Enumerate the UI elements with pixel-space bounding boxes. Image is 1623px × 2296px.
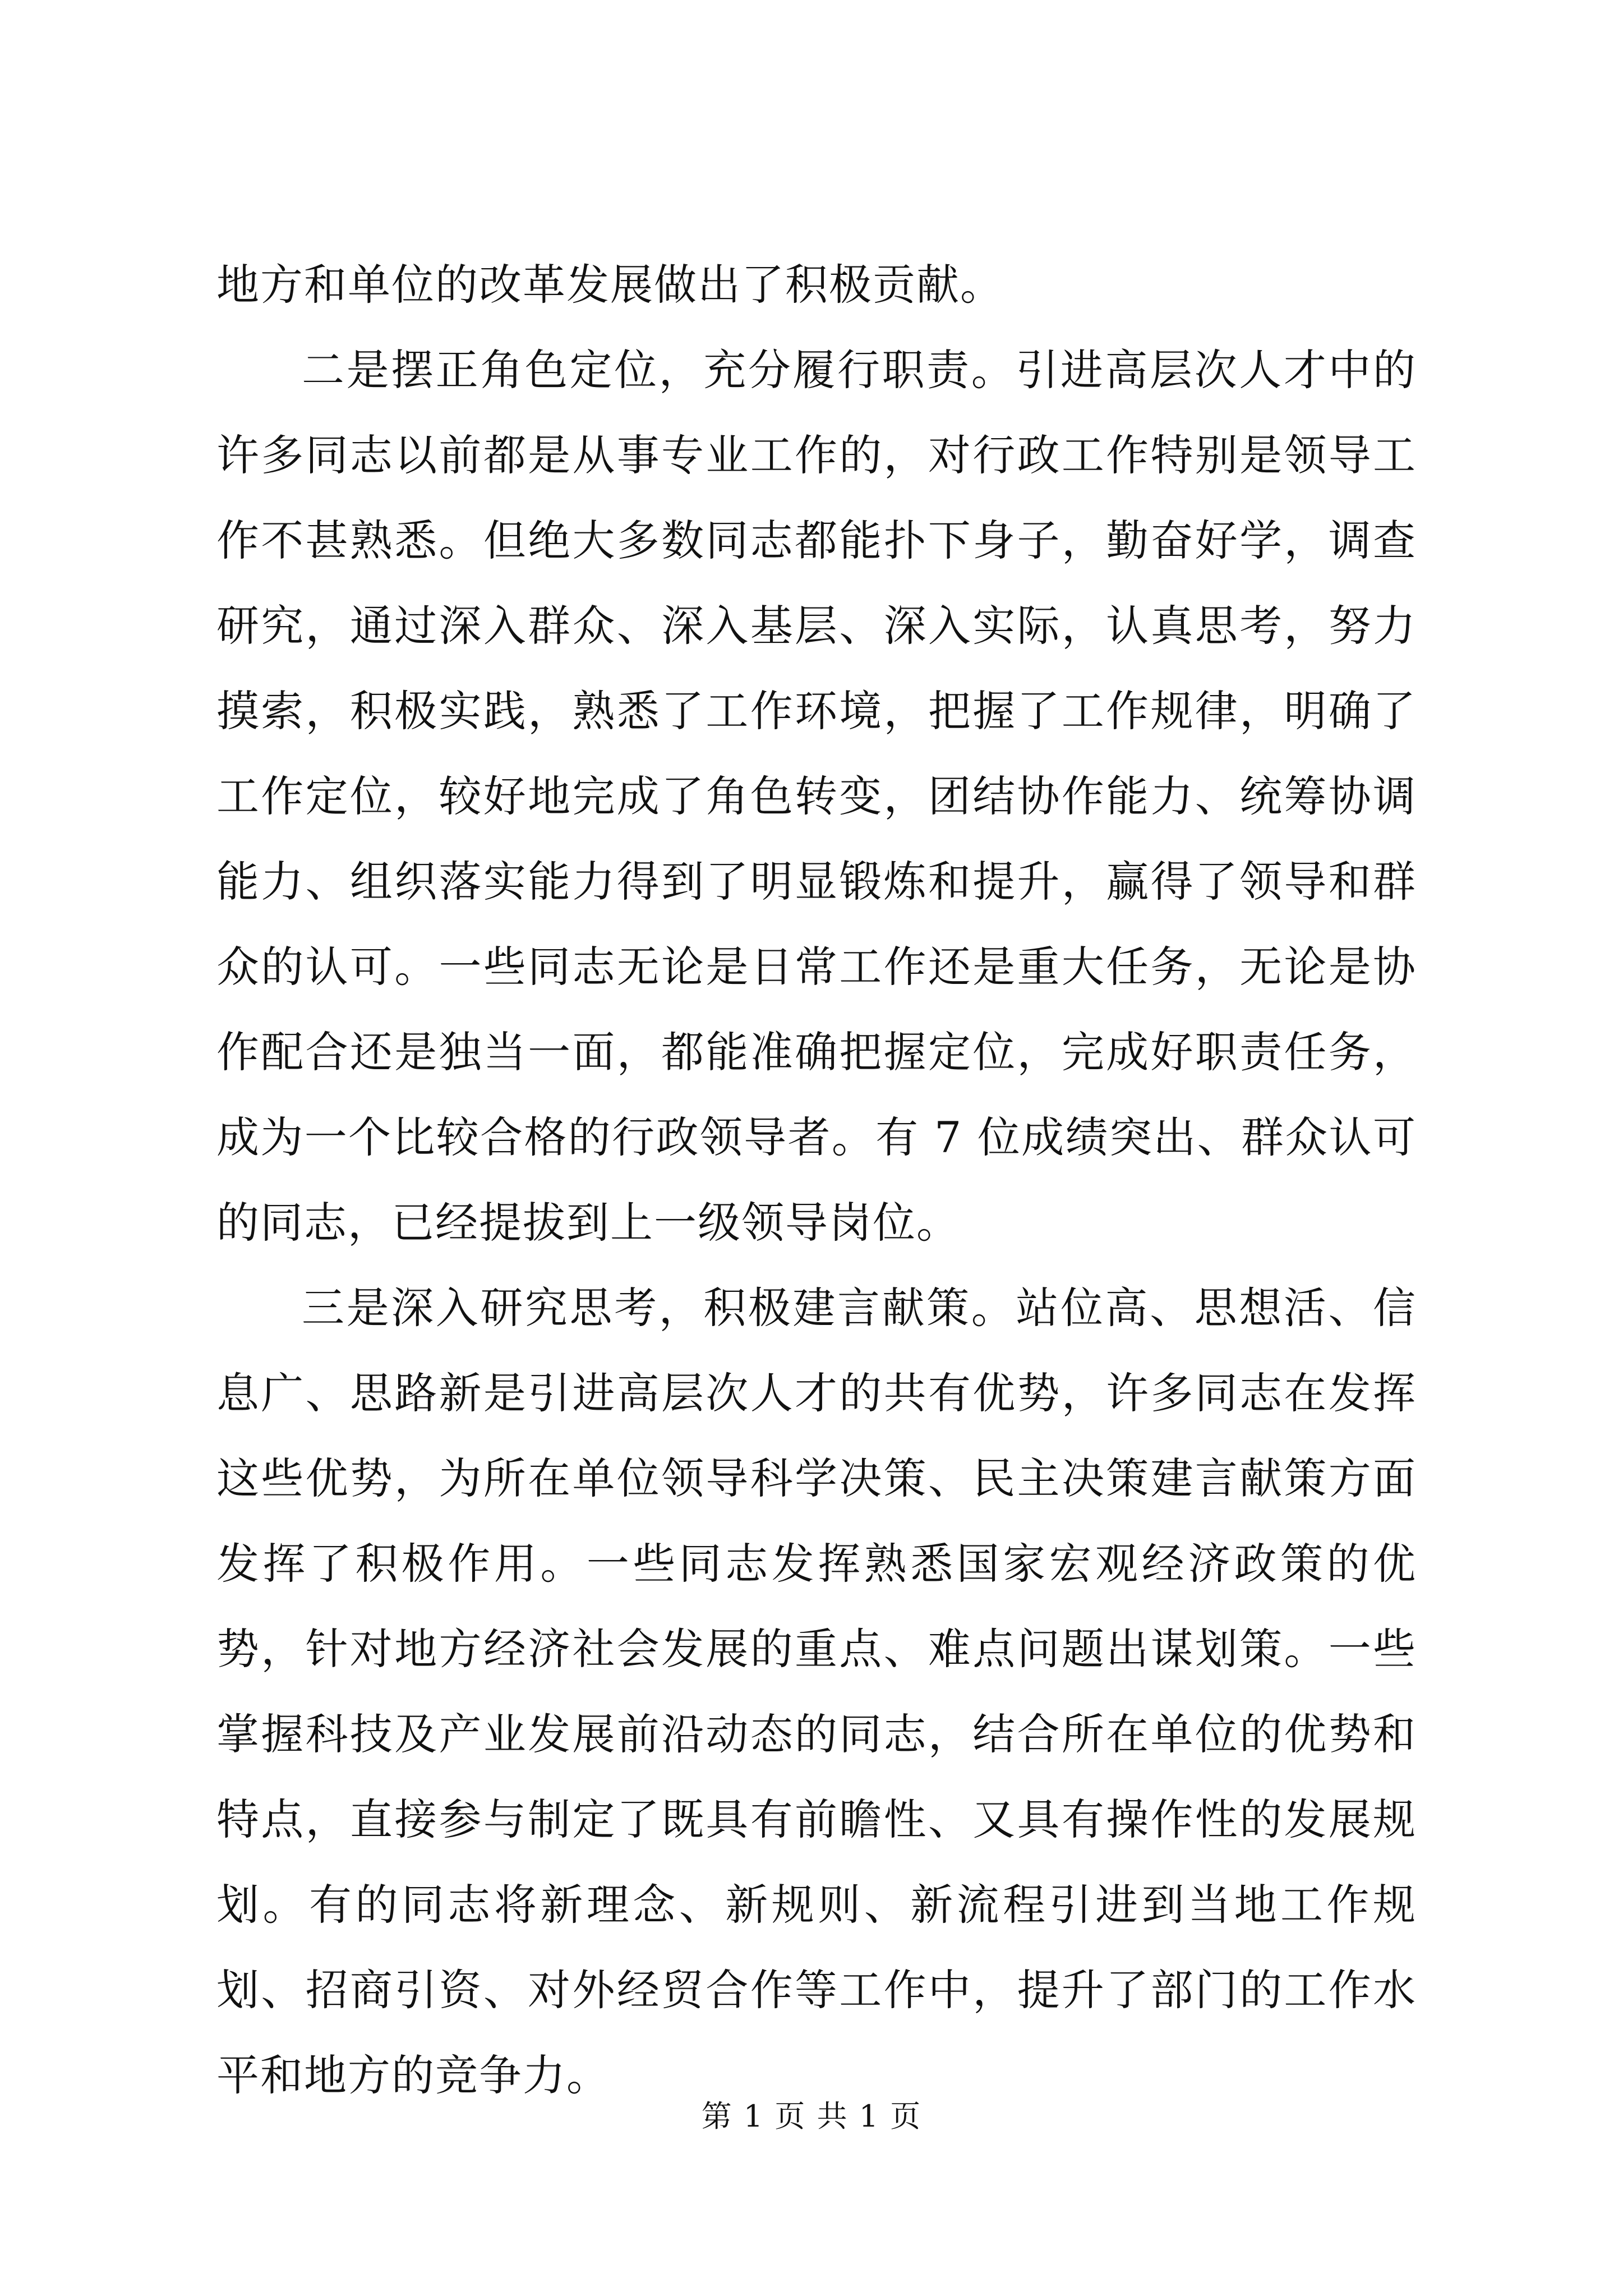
page-footer: 第 1 页 共 1 页 (701, 2099, 922, 2134)
document-body (216, 242, 1417, 2118)
paragraph-3: 三是深入研究思考，积极建言献策。站位高、思想活、信息广、思路新是引进高层次人才的共有优势，许多同志在发挥这些优势，为所在单位领导科学决策、民主决策建言献策方面发挥了积极作用。一些同志发挥熟悉国家宏观经济政策的优势，针对地方经济社会发展的重点、难点问题出谋划策。一些掌握科技及产业发展前沿动态的同志，结合所在单位的优势和特点，直接参与制定了既具有前瞻性、又具有操作性的发展规划。有的同志将新理念、新规则、新流程引进到当地工作规划、招商引资、对外经贸合作等工作中，提升了部门的工作水平和地方的竞争力。 (216, 1283, 1417, 2100)
paragraph-1: 地方和单位的改革发展做出了积极贡献。 (216, 260, 1004, 310)
paragraph-2: 二是摆正角色定位，充分履行职责。引进高层次人才中的许多同志以前都是从事专业工作的，对行政工作特别是领导工作不甚熟悉。但绝大多数同志都能扑下身子，勤奋好学，调查研究，通过深入群众、深入基层、深入实际，认真思考，努力摸索，积极实践，熟悉了工作环境，把握了工作规律，明确了工作定位，较好地完成了角色转变，团结协作能力、统筹协调能力、组织落实能力得到了明显锻炼和提升，赢得了领导和群众的认可。一些同志无论是日常工作还是重大任务，无论是协作配合还是独当一面，都能准确把握定位，完成好职责任务，成为一个比较合格的行政领导者。有 7 位成绩突出、群众认可的同志，已经提拔到上一级领导岗位。 (216, 345, 1417, 1248)
